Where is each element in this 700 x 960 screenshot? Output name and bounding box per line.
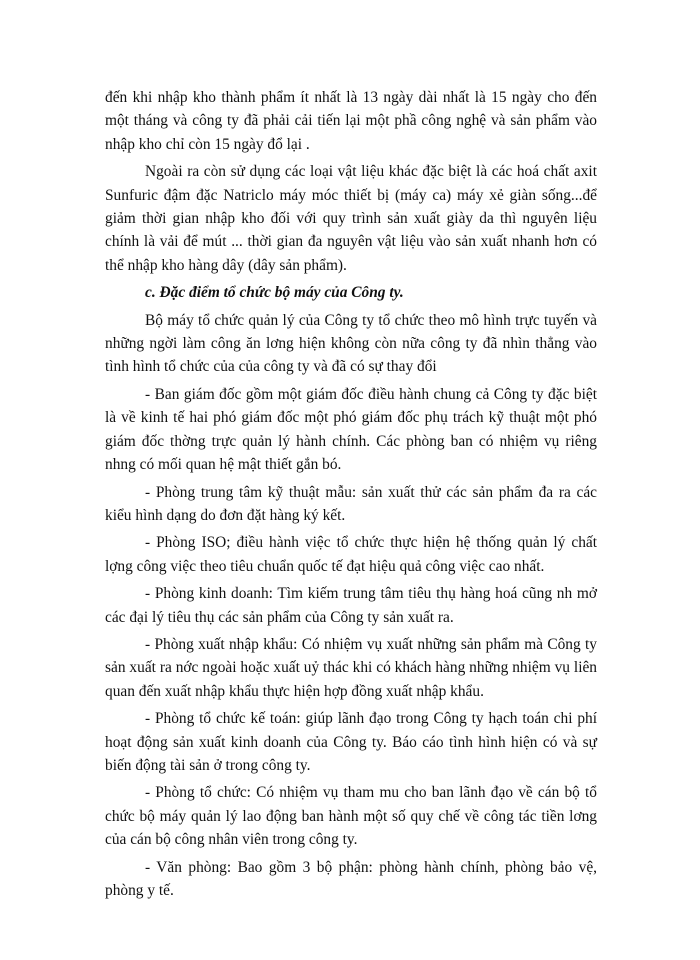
document-page [105,86,597,906]
paragraph-board-of-directors: - Ban giám đốc gồm một giám đốc điều hành chung cả Công ty đặc biệt là về kinh tế hai phó giám đốc một phó giám đốc phụ trách kỹ thuật một phó giám đốc thờng trực quản lý hành chính. Các phòng ban có nhiệm vụ riêng nhng có mối quan hệ mật thiết gắn bó. [105,385,597,474]
paragraph-personnel: - Phòng tổ chức: Có nhiệm vụ tham mu cho ban lãnh đạo về cán bộ tổ chức bộ máy quản lý lao động ban hành một số quy chế về công tác tiền lơng của cán bộ công nhân viên trong công ty. [105,784,597,849]
paragraph-office: - Văn phòng: Bao gồm 3 bộ phận: phòng hành chính, phòng bảo vệ, phòng y tế. [105,858,597,899]
paragraph-import-export: - Phòng xuất nhập khẩu: Có nhiệm vụ xuất những sản phẩm mà Công ty sản xuất ra nớc ngoài hoặc xuất uỷ thác khi có khách hàng những nhiệm vụ liên quan đến xuất nhập khẩu thực hiện hợp đồng xuất nhập khẩu. [105,635,597,700]
paragraph-iso-department: - Phòng ISO; điều hành việc tổ chức thực hiện hệ thống quản lý chất lợng công việc theo tiêu chuẩn quốc tế đạt hiệu quả công việc cao nhất. [105,534,597,575]
paragraph-technical-center: - Phòng trung tâm kỹ thuật mẫu: sản xuất thử các sản phẩm đa ra các kiểu hình dạng do đơn đặt hàng ký kết. [105,483,597,524]
paragraph-business-department: - Phòng kinh doanh: Tìm kiếm trung tâm tiêu thụ hàng hoá cũng nh mở các đại lý tiêu thụ các sản phẩm của Công ty sản xuất ra. [105,585,597,626]
paragraph-accounting: - Phòng tổ chức kế toán: giúp lãnh đạo trong Công ty hạch toán chi phí hoạt động sản xuất kinh doanh của Công ty. Báo cáo tình hình hiện có và sự biến động tài sản ở trong công ty. [105,710,597,774]
paragraph-materials: Ngoài ra còn sử dụng các loại vật liệu khác đặc biệt là các hoá chất axit Sunfuric đậm đặc Natriclo máy móc thiết bị (máy ca) máy xẻ giàn sống...để giảm thời gian nhập kho đối với quy trình sản xuất giày da thì nguyên liệu chính là vải để mút ... thời gian đa nguyên vật liệu vào sản xuất nhanh hơn có thể nhập kho hàng dây (dây sản phẩm). [105,163,597,274]
section-heading: c. Đặc điểm tổ chức bộ máy của Công ty. [145,284,404,302]
paragraph-organization: Bộ máy tổ chức quản lý của Công ty tổ chức theo mô hình trực tuyến và những ngời làm công ăn lơng hiện không còn nữa công ty đã nhìn thẳng vào tình hình tổ chức của của công ty và đã có sự thay đổi [105,311,597,376]
paragraph-continuation: đến khi nhập kho thành phẩm ít nhất là 13 ngày dài nhất là 15 ngày cho đến một tháng và công ty đã phải cải tiến lại một phầ công nghệ và sản phẩm vào nhập kho chỉ còn 15 ngày đổ lại . [105,89,597,153]
